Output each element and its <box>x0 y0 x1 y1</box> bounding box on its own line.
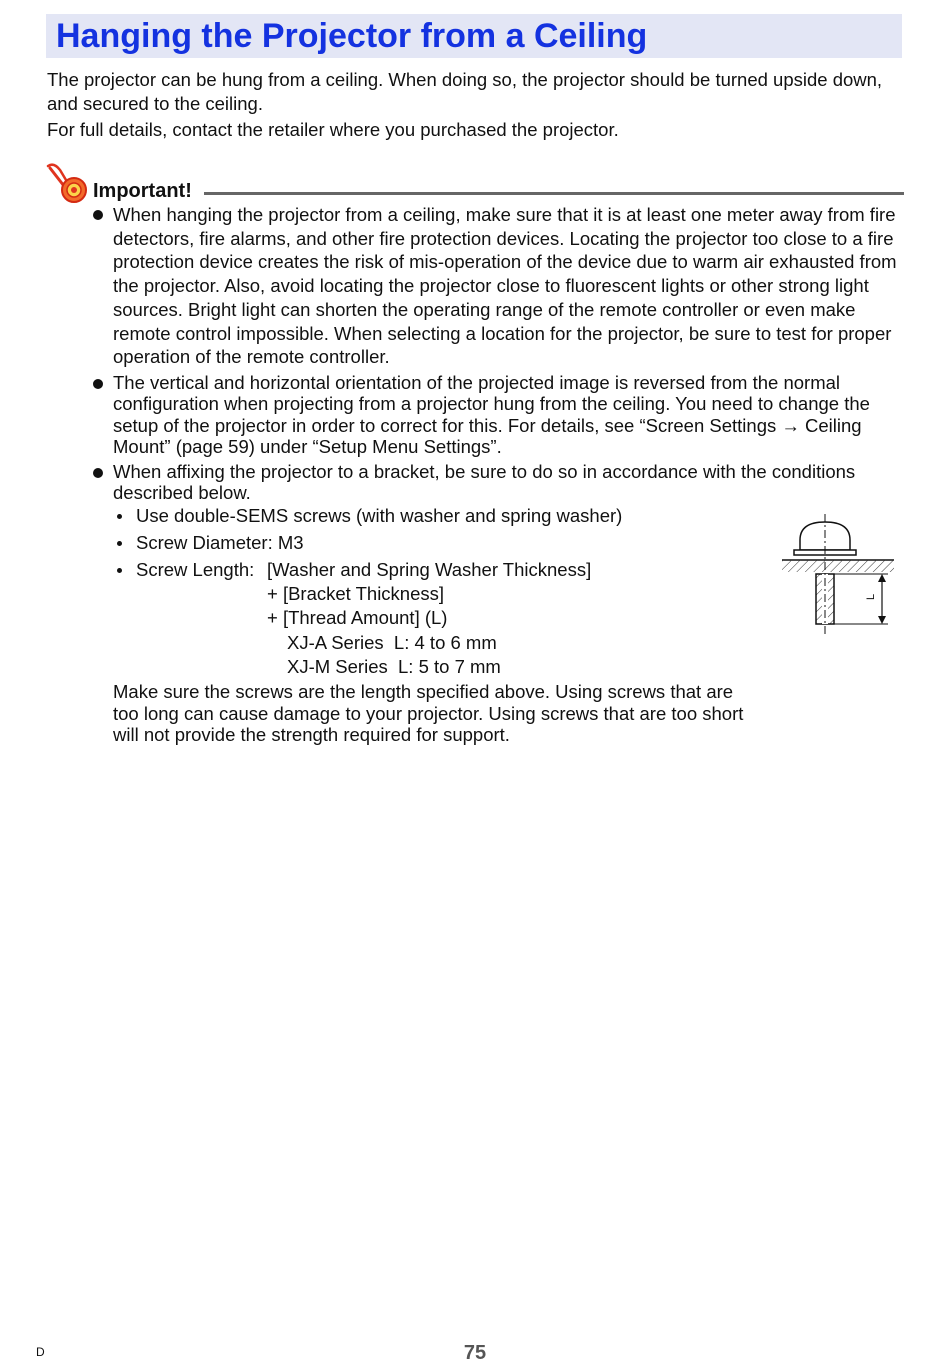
sub-bullet-icon <box>117 541 122 546</box>
series-m-length: XJ-M Series L: 5 to 7 mm <box>287 656 501 677</box>
important-pushpin-icon <box>46 162 92 204</box>
series-a-length: XJ-A Series L: 4 to 6 mm <box>287 632 497 653</box>
screw-mount-diagram <box>780 512 900 638</box>
bullet-dot-icon <box>93 210 103 220</box>
intro-paragraph: For full details, contact the retailer where you purchased the projector. <box>47 119 619 140</box>
bullet-text: When hanging the projector from a ceiling, make sure that it is at least one meter away from fire detectors, fire alarms, and other fire protection devices. Locating the projector too close to a fire protection device creates the risk of mis-operation of the device due to warm air exhausted from the projector. Also, avoid locating the projector close to fluorescent lights or other strong light sources. Bright light can shorten the operating range of the remote controller or even make remote control impossible. When selecting a location for the projector, be sure to test for proper operation of the remote controller. <box>113 204 897 368</box>
important-divider <box>204 192 904 195</box>
bullet-item <box>93 461 903 504</box>
bullet-dot-icon <box>93 379 103 389</box>
screw-length-line-1: [Washer and Spring Washer Thickness] <box>267 559 592 580</box>
bullet-dot-icon <box>93 468 103 478</box>
page-title: Hanging the Projector from a Ceiling <box>56 17 648 55</box>
bullet-text: The vertical and horizontal orientation of the projected image is reversed from the normal configuration when projecting from a projector hung from the ceiling. You need to change the setup of the projector in order to correct for this. For details, see “Screen Settings → Ceiling Mount” (page 59) under “Setup Menu Settings”. <box>113 371 870 458</box>
sub-bullet-icon <box>117 514 122 519</box>
important-header <box>46 162 904 204</box>
important-bullet-list <box>93 203 903 504</box>
important-label: Important! <box>93 179 198 203</box>
intro-paragraph: The projector can be hung from a ceiling. When doing so, the projector should be turned upside down, and secured to the ceiling. <box>47 69 883 114</box>
screw-length-line-3: + [Thread Amount] (L) <box>267 607 448 628</box>
closing-note: Make sure the screws are the length specified above. Using screws that are too long can cause damage to your projector. Using screws that are too short will not provide the strength required for support. <box>113 681 744 745</box>
sub-bullet-icon <box>117 568 122 573</box>
bullet-item <box>93 203 903 369</box>
bullet-text: When affixing the projector to a bracket, be sure to do so in accordance with the conditions described below. <box>113 460 856 504</box>
title-bar <box>46 14 902 58</box>
screw-length-line-2: + [Bracket Thickness] <box>267 583 445 604</box>
page-number: 75 <box>463 1342 487 1364</box>
intro-section <box>47 68 907 145</box>
bullet-item <box>93 372 903 458</box>
footer-mark: D <box>36 1345 45 1359</box>
diagram-length-label: L <box>865 593 877 600</box>
